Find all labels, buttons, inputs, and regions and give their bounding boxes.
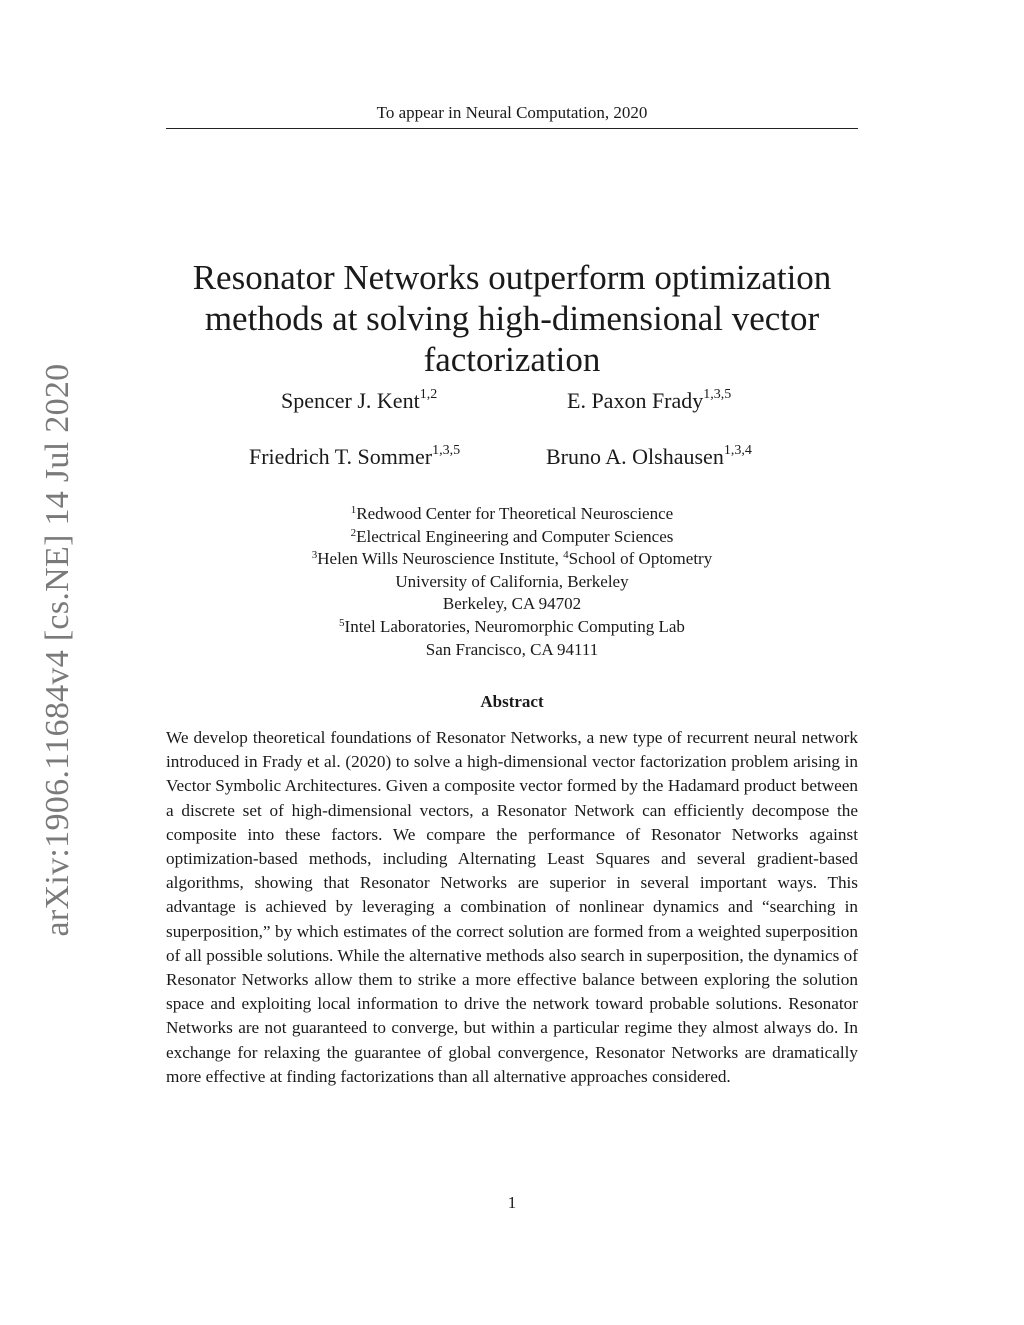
title-line-3: factorization	[423, 340, 601, 380]
affil-marker: 5	[339, 616, 345, 629]
affiliation-2	[166, 526, 858, 549]
author-name: E. Paxon Frady	[567, 388, 704, 413]
affiliations	[166, 503, 858, 661]
affiliation-city-berkeley: Berkeley, CA 94702	[442, 594, 582, 614]
affil-marker: 2	[350, 526, 357, 539]
author-affil-superscript: 1,3,5	[432, 443, 461, 458]
abstract-heading: Abstract	[480, 692, 544, 711]
author-affil-superscript: 1,3,5	[703, 387, 732, 402]
affil-text: School of Optometry	[568, 549, 713, 569]
affil-text: Helen Wills Neuroscience Institute,	[317, 549, 564, 569]
affil-marker: 3	[311, 549, 318, 562]
affiliation-university: University of California, Berkeley	[395, 571, 629, 591]
affiliation-3-4	[166, 548, 858, 571]
title-line-2: methods at solving high-dimensional vector	[204, 299, 820, 339]
author-frady	[567, 388, 731, 414]
author-sommer	[249, 444, 460, 470]
page-number: 1	[507, 1193, 517, 1212]
header-rule	[166, 128, 858, 129]
affiliation-city-sf: San Francisco, CA 94111	[425, 639, 599, 659]
author-affil-superscript: 1,2	[419, 387, 438, 402]
author-name: Friedrich T. Sommer	[249, 444, 433, 469]
affil-text: Electrical Engineering and Computer Sciences	[356, 526, 674, 546]
running-head: To appear in Neural Computation, 2020	[376, 103, 648, 122]
author-name: Bruno A. Olshausen	[546, 444, 724, 469]
paper-title	[166, 257, 858, 380]
title-line-1: Resonator Networks outperform optimization	[192, 258, 832, 298]
abstract-body: We develop theoretical foundations of Resonator Networks, a new type of recurrent neural network introduced in Frady et al. (2020) to solve a high-dimensional vector factorization problem arising in Vector Symbolic Architectures. Given a composite vector formed by the Hadamard product between a discrete set of high-dimensional vectors, a Resonator Network can efficiently decompose the composite into these factors. We compare the performance of Resonator Networks against optimization-based methods, including Alternating Least Squares and several gradient-based algorithms, showing that Resonator Networks are superior in several important ways. This advantage is achieved by leveraging a combination of nonlinear dynamics and “searching in superposition,” by which estimates of the correct solution are formed from a weighted superposition of all possible solutions. While the alternative methods also search in superposition, the dynamics of Resonator Networks allow them to strike a more effective balance between exploring the solution space and exploiting local information to drive the network toward probable solutions. Resonator Networks are not guaranteed to converge, but within a particular regime they almost always do. In exchange for relaxing the guarantee of global convergence, Resonator Networks are dramatically more effective at finding factorizations than all alternative approaches considered.	[166, 728, 858, 1086]
affiliation-1	[166, 503, 858, 526]
affil-marker: 1	[350, 504, 357, 516]
affiliation-5	[166, 616, 858, 639]
affil-text: Redwood Center for Theoretical Neuroscience	[356, 504, 674, 523]
affil-marker: 4	[563, 549, 569, 562]
author-kent	[281, 388, 437, 414]
author-affil-superscript: 1,3,4	[723, 443, 752, 458]
arxiv-identifier[interactable]: arXiv:1906.11684v4 [cs.NE] 14 Jul 2020	[39, 363, 76, 937]
author-olshausen	[546, 444, 752, 470]
author-name: Spencer J. Kent	[281, 388, 420, 413]
affil-text: Intel Laboratories, Neuromorphic Computing Lab	[344, 616, 685, 636]
